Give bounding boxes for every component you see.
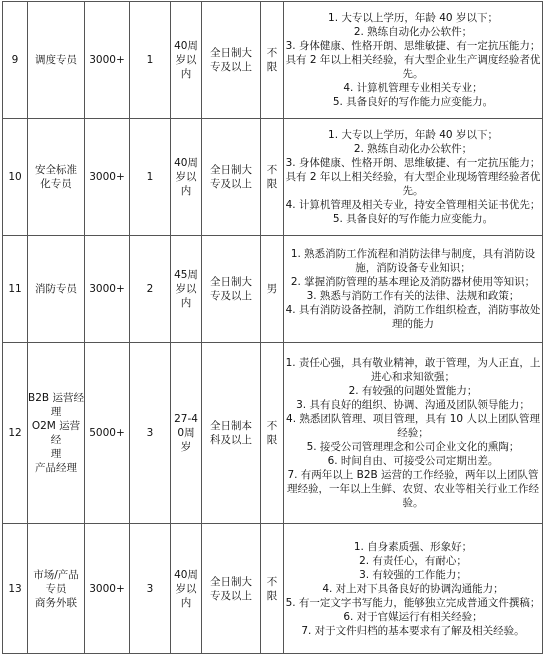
position-line: 调度专员: [35, 54, 77, 66]
gender-line: 不: [266, 47, 278, 59]
requirement-item: 6. 时间自由、可接受公司定期出差。: [327, 455, 499, 467]
requirement-item: 3. 身体健康、性格开朗、思维敏捷、有一定抗压能力；具有 2 年以上相关经验，有大型企业生产调度经验者优先。: [285, 40, 541, 80]
headcount-cell: 3: [130, 524, 171, 654]
age-line: 内: [180, 68, 192, 80]
position-cell: [28, 343, 85, 524]
requirement-item: 1. 责任心强，具有敬业精神，敢于管理，为人正直，上进心和求知欲强；: [285, 357, 541, 383]
requirements-cell: [284, 236, 543, 343]
age-line: 40周: [174, 40, 198, 52]
requirement-item: 7. 对于文件归档的基本要求有了解及相关经验。: [301, 624, 525, 637]
requirement-item: 1. 熟悉消防工作流程和消防法律与制度，具有消防设施，消防设备专业知识；: [290, 248, 536, 274]
position-line: 市场/产品: [33, 568, 79, 581]
row-number: 11: [3, 236, 28, 343]
salary-cell: 3000+: [85, 524, 130, 654]
requirement-item: 4. 计算机管理专业相关专业；: [343, 82, 483, 94]
age-line: 岁以: [175, 582, 197, 595]
education-cell: [202, 2, 261, 119]
row-number: 13: [3, 524, 28, 654]
age-line: 岁: [180, 441, 192, 453]
requirement-item: 3. 身体健康、性格开朗、思维敏捷、有一定抗压能力；具有 2 年以上相关经验，有大型企业现场管理经验者优先。: [285, 157, 541, 197]
table-row: [3, 236, 543, 343]
requirement-item: 2. 有责任心，有耐心；: [359, 554, 467, 567]
salary-cell: 3000+: [85, 119, 130, 236]
education-line: 全日制大: [210, 164, 252, 176]
requirement-item: 3. 熟悉与消防工作有关的法律、法规和政策；: [306, 290, 520, 302]
requirement-item: 2. 掌握消防管理的基本理论及消防器材使用等知识；: [290, 276, 536, 288]
position-cell: [28, 2, 85, 119]
age-cell: [171, 119, 202, 236]
salary-cell: 3000+: [85, 236, 130, 343]
gender-line: 限: [266, 61, 278, 73]
position-line: 专员: [45, 582, 67, 595]
position-line: O2M 运营经: [31, 420, 81, 446]
requirements-cell: [284, 524, 543, 654]
gender-cell: [261, 343, 284, 524]
age-line: 内: [180, 297, 192, 309]
gender-line: 限: [266, 178, 278, 190]
requirement-item: 5. 具备良好的写作能力应变能力。: [332, 96, 494, 108]
age-cell: [171, 236, 202, 343]
education-cell: [202, 524, 261, 654]
gender-cell: [261, 236, 284, 343]
age-cell: [171, 2, 202, 119]
requirements-cell: [284, 119, 543, 236]
gender-line: 不: [266, 164, 278, 176]
education-line: 全日制大: [210, 575, 252, 588]
row-number: 9: [3, 2, 28, 119]
age-line: 27-4: [174, 413, 198, 425]
salary-cell: 5000+: [85, 343, 130, 524]
position-line: 理: [50, 448, 62, 460]
requirement-item: 2. 熟练自动化办公软件；: [353, 143, 473, 155]
position-cell: [28, 236, 85, 343]
salary-cell: 3000+: [85, 2, 130, 119]
requirement-item: 1. 自身素质强、形象好；: [353, 540, 473, 553]
position-cell: [28, 119, 85, 236]
requirement-item: 5. 接受公司管理理念和公司企业文化的熏陶；: [306, 441, 520, 453]
requirements-cell: [284, 343, 543, 524]
requirement-item: 1. 大专以上学历，年龄 40 岁以下；: [328, 129, 498, 141]
requirement-item: 5. 有一定文字书写能力，能够独立完成普通文件撰稿；: [285, 596, 541, 609]
headcount-cell: 3: [130, 343, 171, 524]
requirement-item: 3. 具有良好的组织、协调、沟通及团队领导能力；: [296, 399, 530, 411]
position-cell: [28, 524, 85, 654]
gender-line: 不: [266, 420, 278, 432]
education-line: 全日制本: [210, 420, 252, 432]
gender-line: 不: [266, 575, 278, 588]
age-line: 岁以: [175, 171, 197, 183]
education-line: 专及以上: [210, 290, 252, 302]
requirement-item: 1. 大专以上学历，年龄 40 岁以下；: [328, 12, 498, 24]
education-line: 专及以上: [210, 178, 252, 190]
gender-line: 男: [266, 283, 278, 295]
education-line: 全日制大: [210, 276, 252, 288]
age-line: 40周: [174, 157, 198, 169]
table-body: [3, 2, 543, 654]
requirement-item: 5. 具备良好的写作能力应变能力。: [332, 213, 494, 225]
age-line: 内: [180, 596, 192, 609]
requirement-item: 3. 有较强的工作能力；: [359, 568, 467, 581]
requirement-item: 4. 具有消防设备控制，消防工作组织检查，消防事故处理的能力: [285, 304, 541, 330]
education-line: 专及以上: [210, 589, 252, 602]
row-number: 10: [3, 119, 28, 236]
education-line: 专及以上: [210, 61, 252, 73]
education-cell: [202, 236, 261, 343]
table-row: [3, 119, 543, 236]
table-row: [3, 2, 543, 119]
headcount-cell: 1: [130, 2, 171, 119]
age-line: 内: [180, 185, 192, 197]
position-line: 安全标准: [35, 164, 77, 176]
position-line: 化专员: [40, 178, 72, 190]
requirement-item: 2. 有较强的问题处置能力；: [348, 385, 478, 397]
requirements-cell: [284, 2, 543, 119]
age-line: 45周: [174, 269, 198, 281]
gender-cell: [261, 524, 284, 654]
requirement-item: 4. 熟悉团队管理、项目管理，具有 10 人以上团队管理经验；: [286, 413, 540, 439]
requirement-item: 7. 有两年以上 B2B 运营的工作经验，两年以上团队管理经验，一年以上生鲜、农贸、农业等相关行业工作经验。: [287, 469, 539, 509]
requirement-item: 6. 对于官媒运行有相关经验；: [343, 610, 483, 623]
age-cell: [171, 524, 202, 654]
requirement-item: 4. 计算机管理及相关专业，持安全管理相关证书优先；: [285, 199, 541, 211]
gender-cell: [261, 119, 284, 236]
headcount-cell: 2: [130, 236, 171, 343]
table-row: [3, 524, 543, 654]
position-line: 理: [50, 406, 62, 418]
education-line: 科及以上: [210, 434, 252, 446]
age-line: 岁以: [175, 54, 197, 66]
gender-line: 限: [266, 434, 278, 446]
position-line: B2B 运营经: [28, 392, 84, 404]
position-line: 产品经理: [35, 462, 77, 474]
headcount-cell: 1: [130, 119, 171, 236]
age-line: 40周: [174, 568, 198, 581]
gender-cell: [261, 2, 284, 119]
requirement-item: 4. 对上对下具备良好的协调沟通能力；: [322, 582, 504, 595]
gender-line: 限: [266, 589, 278, 602]
row-number: 12: [3, 343, 28, 524]
education-cell: [202, 119, 261, 236]
requirement-item: 2. 熟练自动化办公软件；: [353, 26, 473, 38]
education-cell: [202, 343, 261, 524]
age-line: 0周: [177, 427, 195, 439]
position-line: 商务外联: [35, 596, 77, 609]
recruitment-table: [2, 1, 543, 654]
table-row: [3, 343, 543, 524]
age-cell: [171, 343, 202, 524]
position-line: 消防专员: [35, 283, 77, 295]
education-line: 全日制大: [210, 47, 252, 59]
age-line: 岁以: [175, 283, 197, 295]
